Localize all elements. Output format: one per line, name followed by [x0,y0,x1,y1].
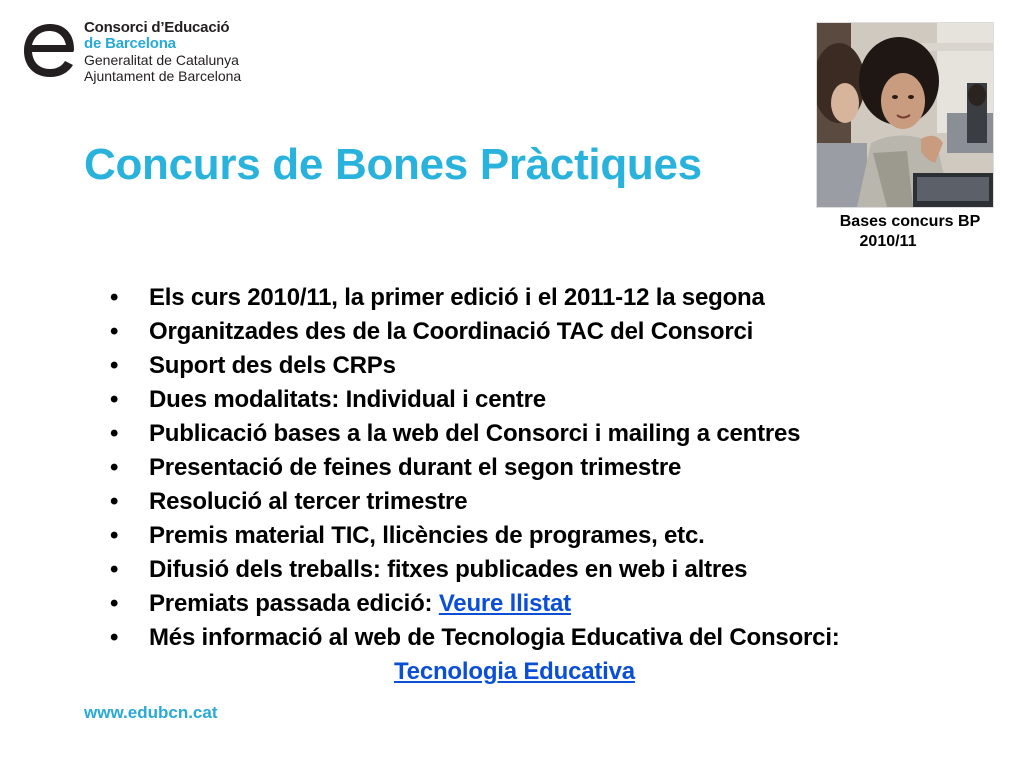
logo-ajuntament: Ajuntament de Barcelona [84,68,242,84]
list-item [106,349,1006,383]
list-item-text: Més informació al web de Tecnologia Educativa del Consorci: [149,624,840,651]
photo-caption[interactable] [805,212,1015,252]
bullet-marker: • [110,590,119,617]
list-item-text: Premis material TIC, llicències de programes, etc. [149,522,705,549]
bullet-marker: • [110,488,119,515]
list-item-text: Dues modalitats: Individual i centre [149,386,546,413]
caption-line2: 2010/11 [859,233,917,250]
caption-line1: Bases concurs BP [839,213,981,230]
list-item [106,553,1006,587]
list-item [106,451,1006,485]
list-item [106,281,1006,315]
list-item-text: Presentació de feines durant el segon trimestre [149,454,682,481]
bullet-marker: • [110,556,119,583]
list-item-text: Suport des dels CRPs [149,352,396,379]
list-item [106,315,1006,349]
list-item-text: Resolució al tercer trimestre [149,488,468,515]
list-item [106,383,1006,417]
list-item [106,519,1006,553]
list-item-text: Publicació bases a la web del Consorci i mailing a centres [149,420,801,447]
bullet-marker: • [110,284,119,311]
bullet-marker: • [110,454,119,481]
bullet-marker: • [110,522,119,549]
tecnologia-educativa-link[interactable]: Tecnologia Educativa [394,658,635,685]
list-item-premiats [106,587,1006,621]
bullet-list [106,281,1006,689]
students-photo-image [817,23,993,207]
page-title: Concurs de Bones Pràctiques [84,140,702,189]
veure-llistat-link[interactable]: Veure llistat [438,590,571,617]
logo-text [84,20,241,84]
list-item-text: Difusió dels treballs: fitxes publicades en web i altres [149,556,748,583]
list-item-text: Premiats passada edició: [149,590,439,617]
bullet-marker: • [110,420,119,447]
bullet-marker: • [110,624,119,651]
logo-generalitat: Generalitat de Catalunya [84,52,239,68]
bullet-marker: • [110,386,119,413]
bullet-marker: • [110,318,119,345]
consorci-logo [22,20,262,90]
students-photo[interactable] [816,22,994,208]
list-item-mes-informacio [106,621,1006,689]
bullet-marker: • [110,352,119,379]
footer-url[interactable]: www.edubcn.cat [84,703,218,722]
link-row [149,655,1006,689]
logo-org-name: Consorci d’Educació [84,19,230,36]
list-item-text: Organitzades des de la Coordinació TAC del Consorci [149,318,754,345]
list-item-text: Els curs 2010/11, la primer edició i el 2011-12 la segona [149,284,765,311]
logo-city: de Barcelona [84,35,176,52]
edu-e-logo-icon [22,22,78,78]
list-item [106,417,1006,451]
list-item [106,485,1006,519]
